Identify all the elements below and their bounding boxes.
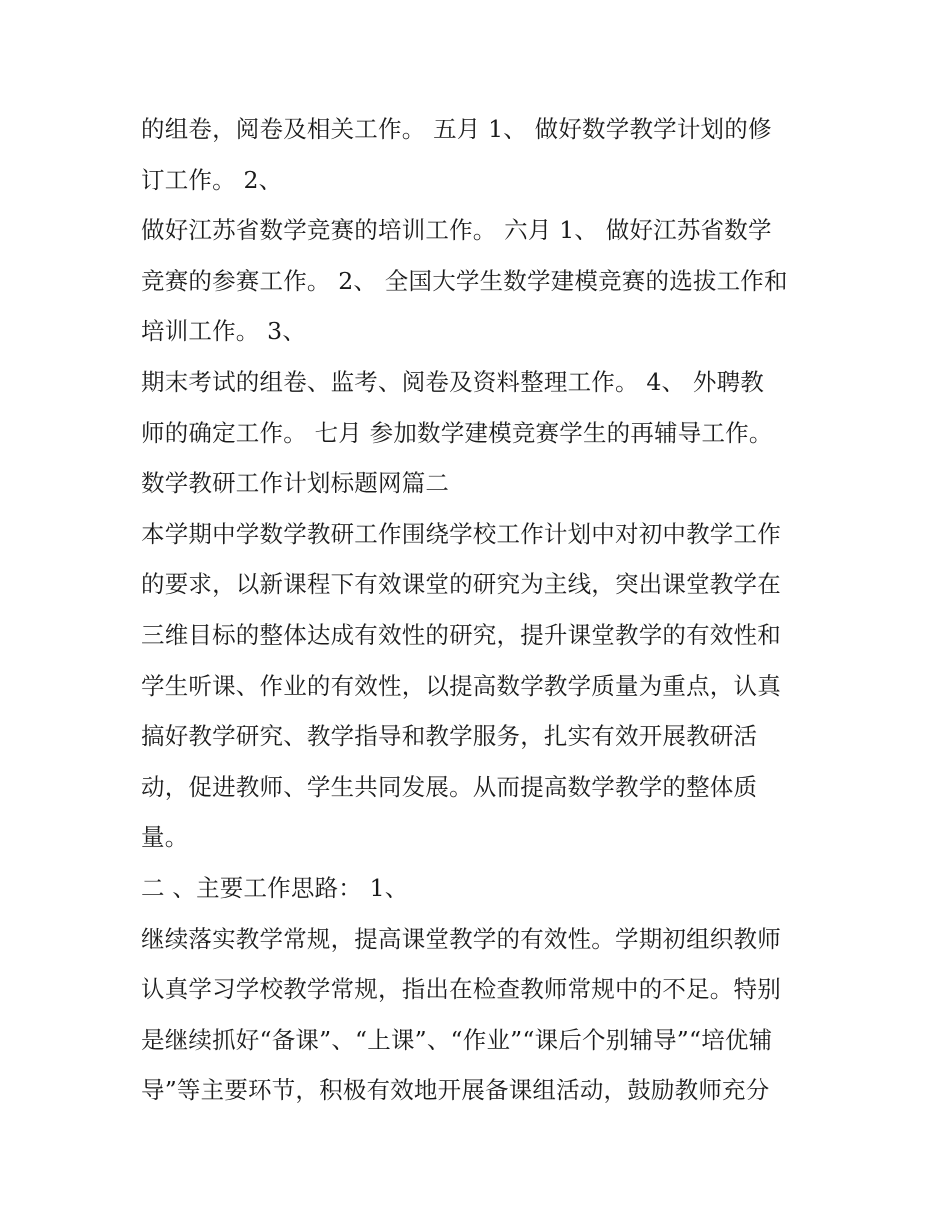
text-line: 继续落实教学常规，提高课堂教学的有效性。学期初组织教师 — [141, 924, 781, 953]
text-line: 认真学习学校教学常规，指出在检查教师常规中的不足。特别 — [141, 975, 781, 1004]
text-line: 量。 — [141, 823, 189, 852]
text-line: 三维目标的整体达成有效性的研究，提升课堂教学的有效性和 — [141, 620, 781, 649]
text-line: 搞好教学研究、教学指导和教学服务，扎实有效开展教研活 — [141, 722, 758, 751]
text-line: 导”等主要环节，积极有效地开展备课组活动，鼓励教师充分 — [141, 1076, 770, 1105]
text-line: 订工作。 2、 — [141, 165, 283, 194]
text-line: 做好江苏省数学竞赛的培训工作。 六月 1、 做好江苏省数学 — [141, 216, 772, 245]
text-line: 师的确定工作。 七月 参加数学建模竞赛学生的再辅导工作。 — [141, 418, 773, 447]
text-line: 学生听课、作业的有效性，以提高数学教学质量为重点，认真 — [141, 671, 781, 700]
section-subheading: 二 、主要工作思路： 1、 — [141, 873, 409, 902]
text-line: 期末考试的组卷、监考、阅卷及资料整理工作。 4、 外聘教 — [141, 367, 764, 396]
text-line: 竞赛的参赛工作。 2、 全国大学生数学建模竞赛的选拔工作和 — [141, 266, 788, 295]
text-line: 的组卷，阅卷及相关工作。 五月 1、 做好数学教学计划的修 — [141, 115, 772, 143]
document-body — [141, 104, 841, 1116]
text-line: 动，促进教师、学生共同发展。从而提高数学教学的整体质 — [141, 772, 758, 801]
text-line: 培训工作。 3、 — [141, 317, 307, 346]
section-heading: 数学教研工作计划标题网篇二 — [141, 469, 450, 498]
text-line: 是继续抓好“备课”、“上课”、“作业”“课后个别辅导”“培优辅 — [141, 1025, 773, 1054]
text-line: 的要求，以新课程下有效课堂的研究为主线，突出课堂教学在 — [141, 570, 781, 599]
text-line: 本学期中学数学教研工作围绕学校工作计划中对初中教学工作 — [141, 519, 781, 548]
